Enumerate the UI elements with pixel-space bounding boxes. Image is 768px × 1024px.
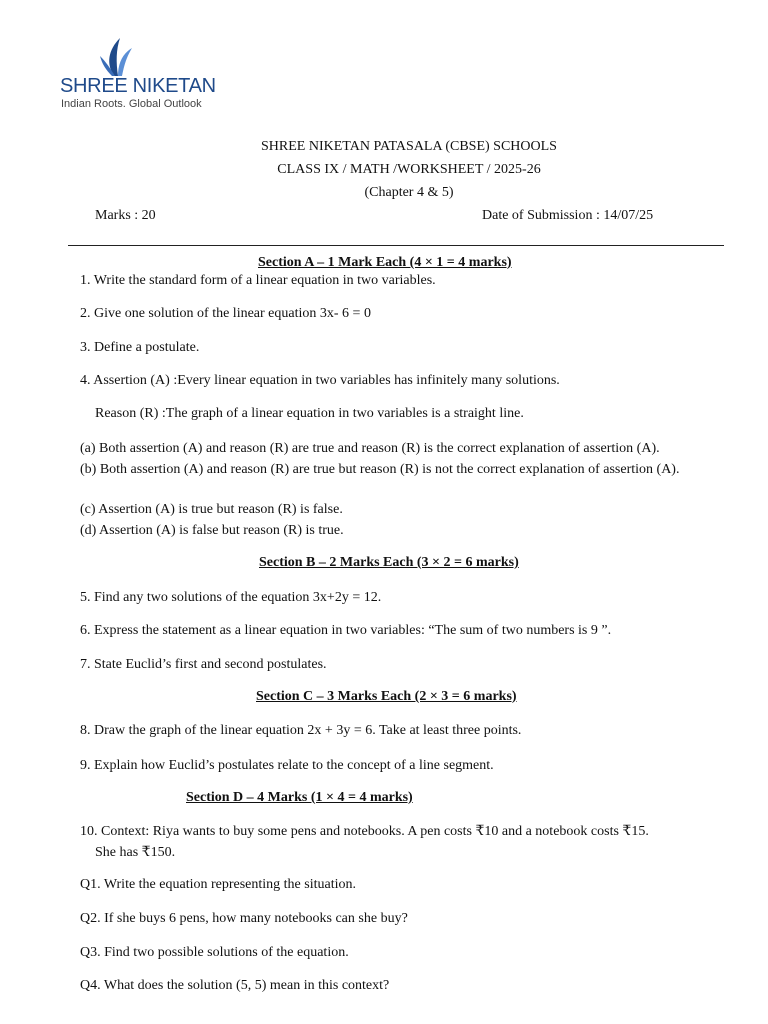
header-divider bbox=[68, 245, 724, 246]
school-name: SHREE NIKETAN PATASALA (CBSE) SCHOOLS bbox=[261, 139, 557, 154]
question-9: 9. Explain how Euclid’s postulates relate to the concept of a line segment. bbox=[80, 758, 494, 773]
submission-date: Date of Submission : 14/07/25 bbox=[482, 208, 654, 223]
question-10-line2: She has ₹150. bbox=[95, 845, 176, 860]
chapter-line: (Chapter 4 & 5) bbox=[364, 185, 454, 200]
question-4-reason: Reason (R) :The graph of a linear equation in two variables is a straight line. bbox=[95, 406, 524, 421]
question-4-assertion: 4. Assertion (A) :Every linear equation in two variables has infinitely many solutions. bbox=[80, 373, 560, 388]
sub-question-4: Q4. What does the solution (5, 5) mean in this context? bbox=[80, 978, 390, 993]
sub-question-2: Q2. If she buys 6 pens, how many notebooks can she buy? bbox=[80, 911, 408, 926]
logo-tagline: Indian Roots. Global Outlook bbox=[61, 98, 202, 110]
question-3: 3. Define a postulate. bbox=[80, 340, 200, 355]
leaf-emblem-icon bbox=[94, 36, 138, 78]
section-c-title: Section C – 3 Marks Each (2 × 3 = 6 marks) bbox=[256, 689, 517, 704]
option-d: (d) Assertion (A) is false but reason (R) is true. bbox=[80, 523, 344, 538]
worksheet-title: CLASS IX / MATH /WORKSHEET / 2025-26 bbox=[277, 162, 541, 177]
option-b: (b) Both assertion (A) and reason (R) are true but reason (R) is not the correct explanation of assertion (A). bbox=[80, 462, 680, 477]
question-2: 2. Give one solution of the linear equation 3x- 6 = 0 bbox=[80, 306, 371, 321]
question-6: 6. Express the statement as a linear equation in two variables: “The sum of two numbers is 9 ”. bbox=[80, 623, 612, 638]
question-8: 8. Draw the graph of the linear equation 2x + 3y = 6. Take at least three points. bbox=[80, 723, 522, 738]
question-5: 5. Find any two solutions of the equation 3x+2y = 12. bbox=[80, 590, 382, 605]
sub-question-1: Q1. Write the equation representing the situation. bbox=[80, 877, 356, 892]
sub-question-3: Q3. Find two possible solutions of the equation. bbox=[80, 945, 349, 960]
option-a: (a) Both assertion (A) and reason (R) are true and reason (R) is the correct explanation of assertion (A). bbox=[80, 441, 660, 456]
question-10-line1: 10. Context: Riya wants to buy some pens and notebooks. A pen costs ₹10 and a notebook costs ₹15. bbox=[80, 824, 649, 839]
question-1: 1. Write the standard form of a linear equation in two variables. bbox=[80, 273, 436, 288]
section-b-title: Section B – 2 Marks Each (3 × 2 = 6 marks) bbox=[259, 555, 519, 570]
logo-brand-name: SHREE NIKETAN bbox=[60, 75, 216, 97]
option-c: (c) Assertion (A) is true but reason (R) is false. bbox=[80, 502, 343, 517]
school-logo bbox=[58, 36, 216, 116]
section-d-title: Section D – 4 Marks (1 × 4 = 4 marks) bbox=[186, 790, 413, 805]
question-7: 7. State Euclid’s first and second postulates. bbox=[80, 657, 327, 672]
marks-label: Marks : 20 bbox=[95, 208, 156, 223]
section-a-title: Section A – 1 Mark Each (4 × 1 = 4 marks) bbox=[258, 255, 512, 270]
